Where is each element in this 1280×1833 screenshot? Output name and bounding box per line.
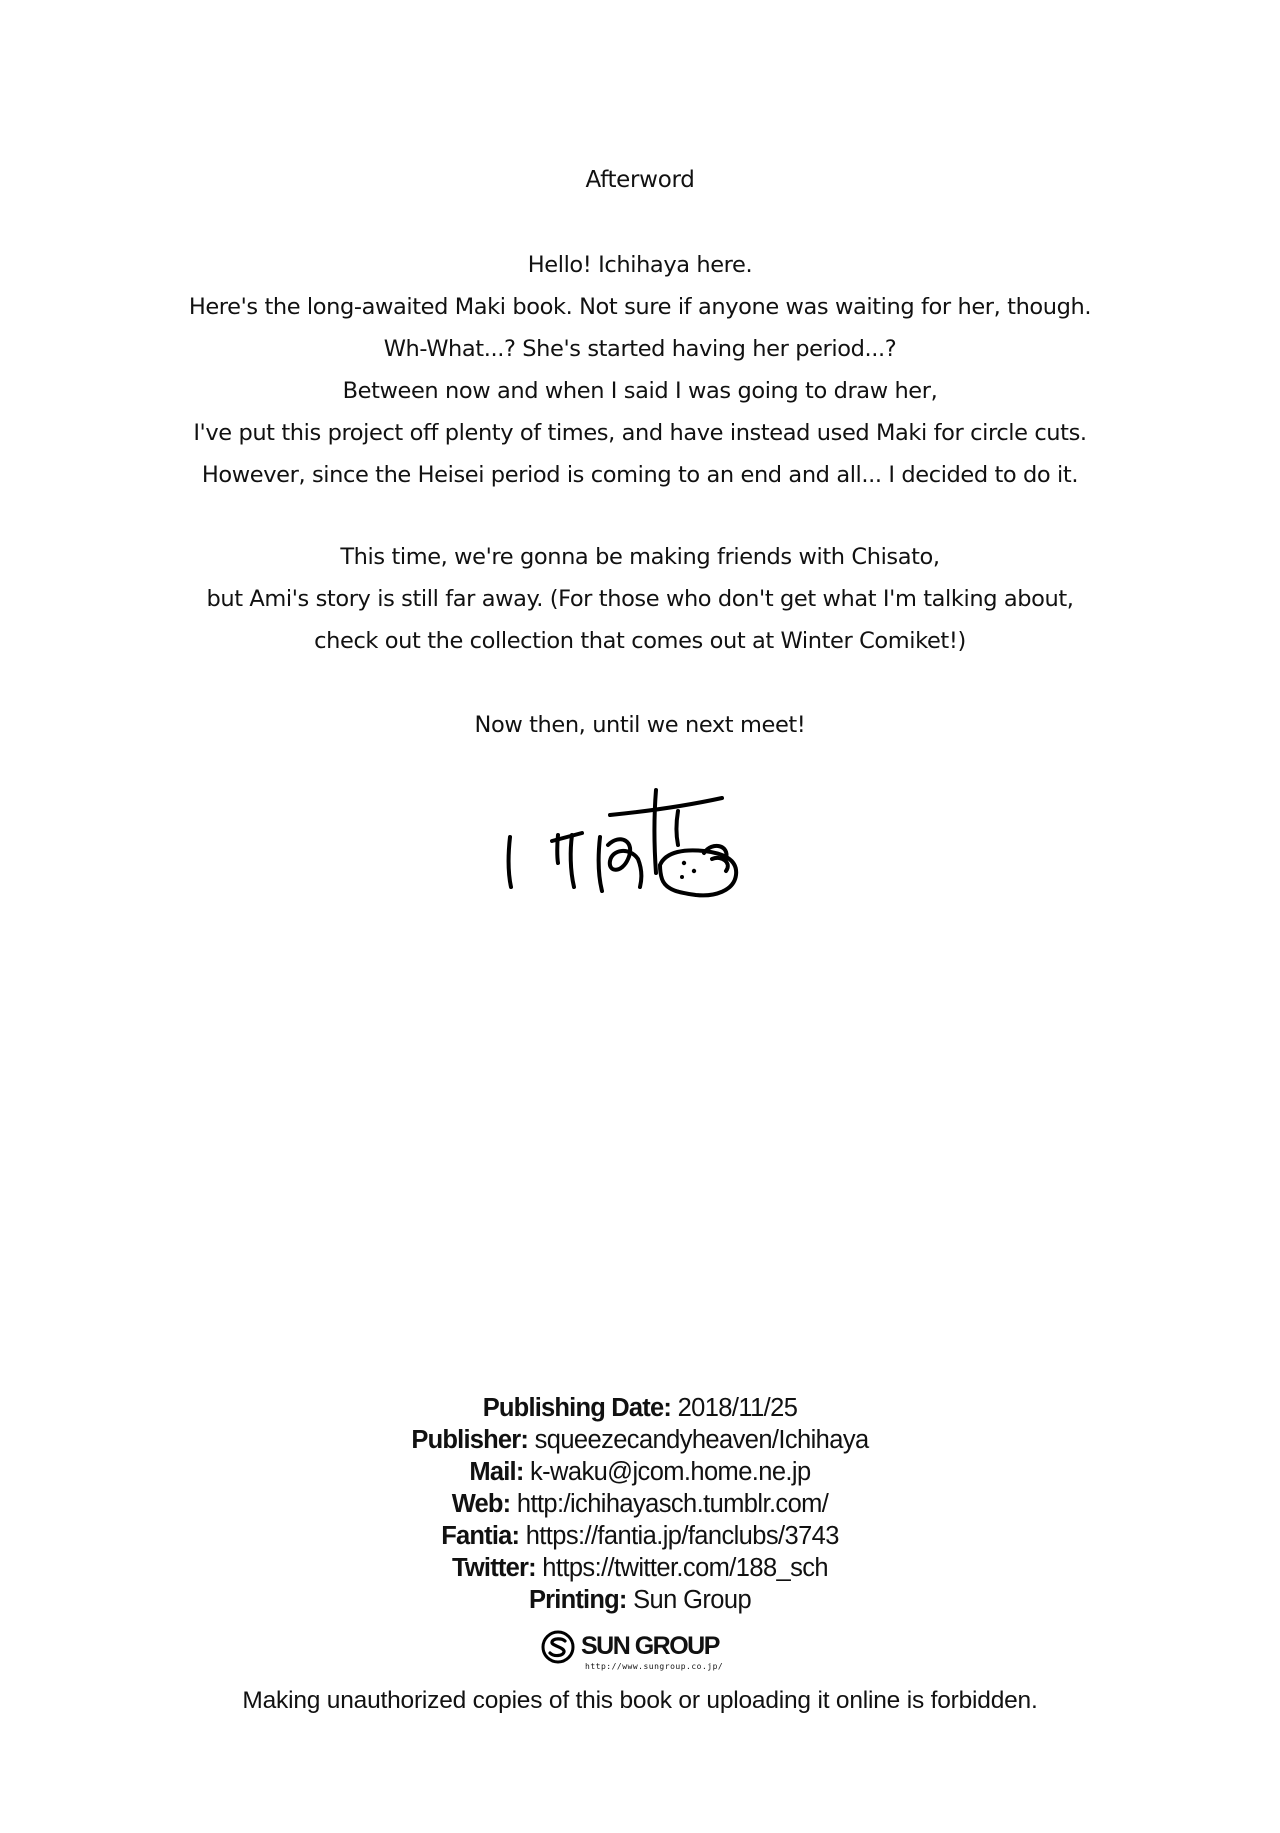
sun-group-mark-icon <box>541 1630 575 1664</box>
publisher-row <box>0 1424 1280 1456</box>
afterword-title: Afterword <box>585 167 695 193</box>
publishing-date-value: 2018/11/25 <box>677 1394 798 1422</box>
fantia-label: Fantia: <box>441 1522 520 1550</box>
text-line: Now then, until we next meet! <box>474 712 806 738</box>
fantia-row <box>0 1520 1280 1552</box>
web-label: Web: <box>451 1490 511 1518</box>
fantia-value: https://fantia.jp/fanclubs/3743 <box>525 1522 839 1550</box>
printing-value: Sun Group <box>633 1586 752 1614</box>
publisher-label: Publisher: <box>411 1426 529 1454</box>
sun-group-logo <box>541 1628 741 1676</box>
sun-group-logo-url: http://www.sungroup.co.jp/ <box>585 1662 724 1671</box>
text-line: check out the collection that comes out at Winter Comiket!) <box>314 628 966 654</box>
text-line: This time, we're gonna be making friends with Chisato, <box>340 544 940 570</box>
afterword-paragraph-2 <box>0 536 1280 662</box>
mail-value: k-waku@jcom.home.ne.jp <box>530 1458 811 1486</box>
text-line: but Ami's story is still far away. (For those who don't get what I'm talking about, <box>206 586 1074 612</box>
printing-row <box>0 1584 1280 1616</box>
text-line: However, since the Heisei period is coming to an end and all... I decided to do it. <box>201 462 1079 488</box>
colophon <box>0 1392 1280 1616</box>
sun-group-logo-text: SUN GROUP <box>581 1632 719 1660</box>
text-line: Wh-What...? She's started having her period...? <box>383 336 897 362</box>
afterword-paragraph-3 <box>0 704 1280 746</box>
web-row <box>0 1488 1280 1520</box>
mail-label: Mail: <box>469 1458 524 1486</box>
publishing-date-label: Publishing Date: <box>482 1394 672 1422</box>
mail-row <box>0 1456 1280 1488</box>
web-value: http:/ichihayasch.tumblr.com/ <box>516 1490 829 1518</box>
handwritten-signature-icon <box>490 775 780 910</box>
twitter-value: https://twitter.com/188_sch <box>542 1554 828 1582</box>
afterword-paragraph-1 <box>0 244 1280 496</box>
text-line: Between now and when I said I was going to draw her, <box>342 378 938 404</box>
text-line: Hello! Ichihaya here. <box>527 252 753 278</box>
copyright-notice: Making unauthorized copies of this book or uploading it online is forbidden. <box>242 1687 1038 1714</box>
text-line: I've put this project off plenty of times, and have instead used Maki for circle cuts. <box>193 420 1087 446</box>
twitter-label: Twitter: <box>452 1554 536 1582</box>
publisher-value: squeezecandyheaven/Ichihaya <box>534 1426 869 1454</box>
text-line: Here's the long-awaited Maki book. Not sure if anyone was waiting for her, though. <box>188 294 1092 320</box>
printing-label: Printing: <box>528 1586 627 1614</box>
twitter-row <box>0 1552 1280 1584</box>
publishing-date-row <box>0 1392 1280 1424</box>
